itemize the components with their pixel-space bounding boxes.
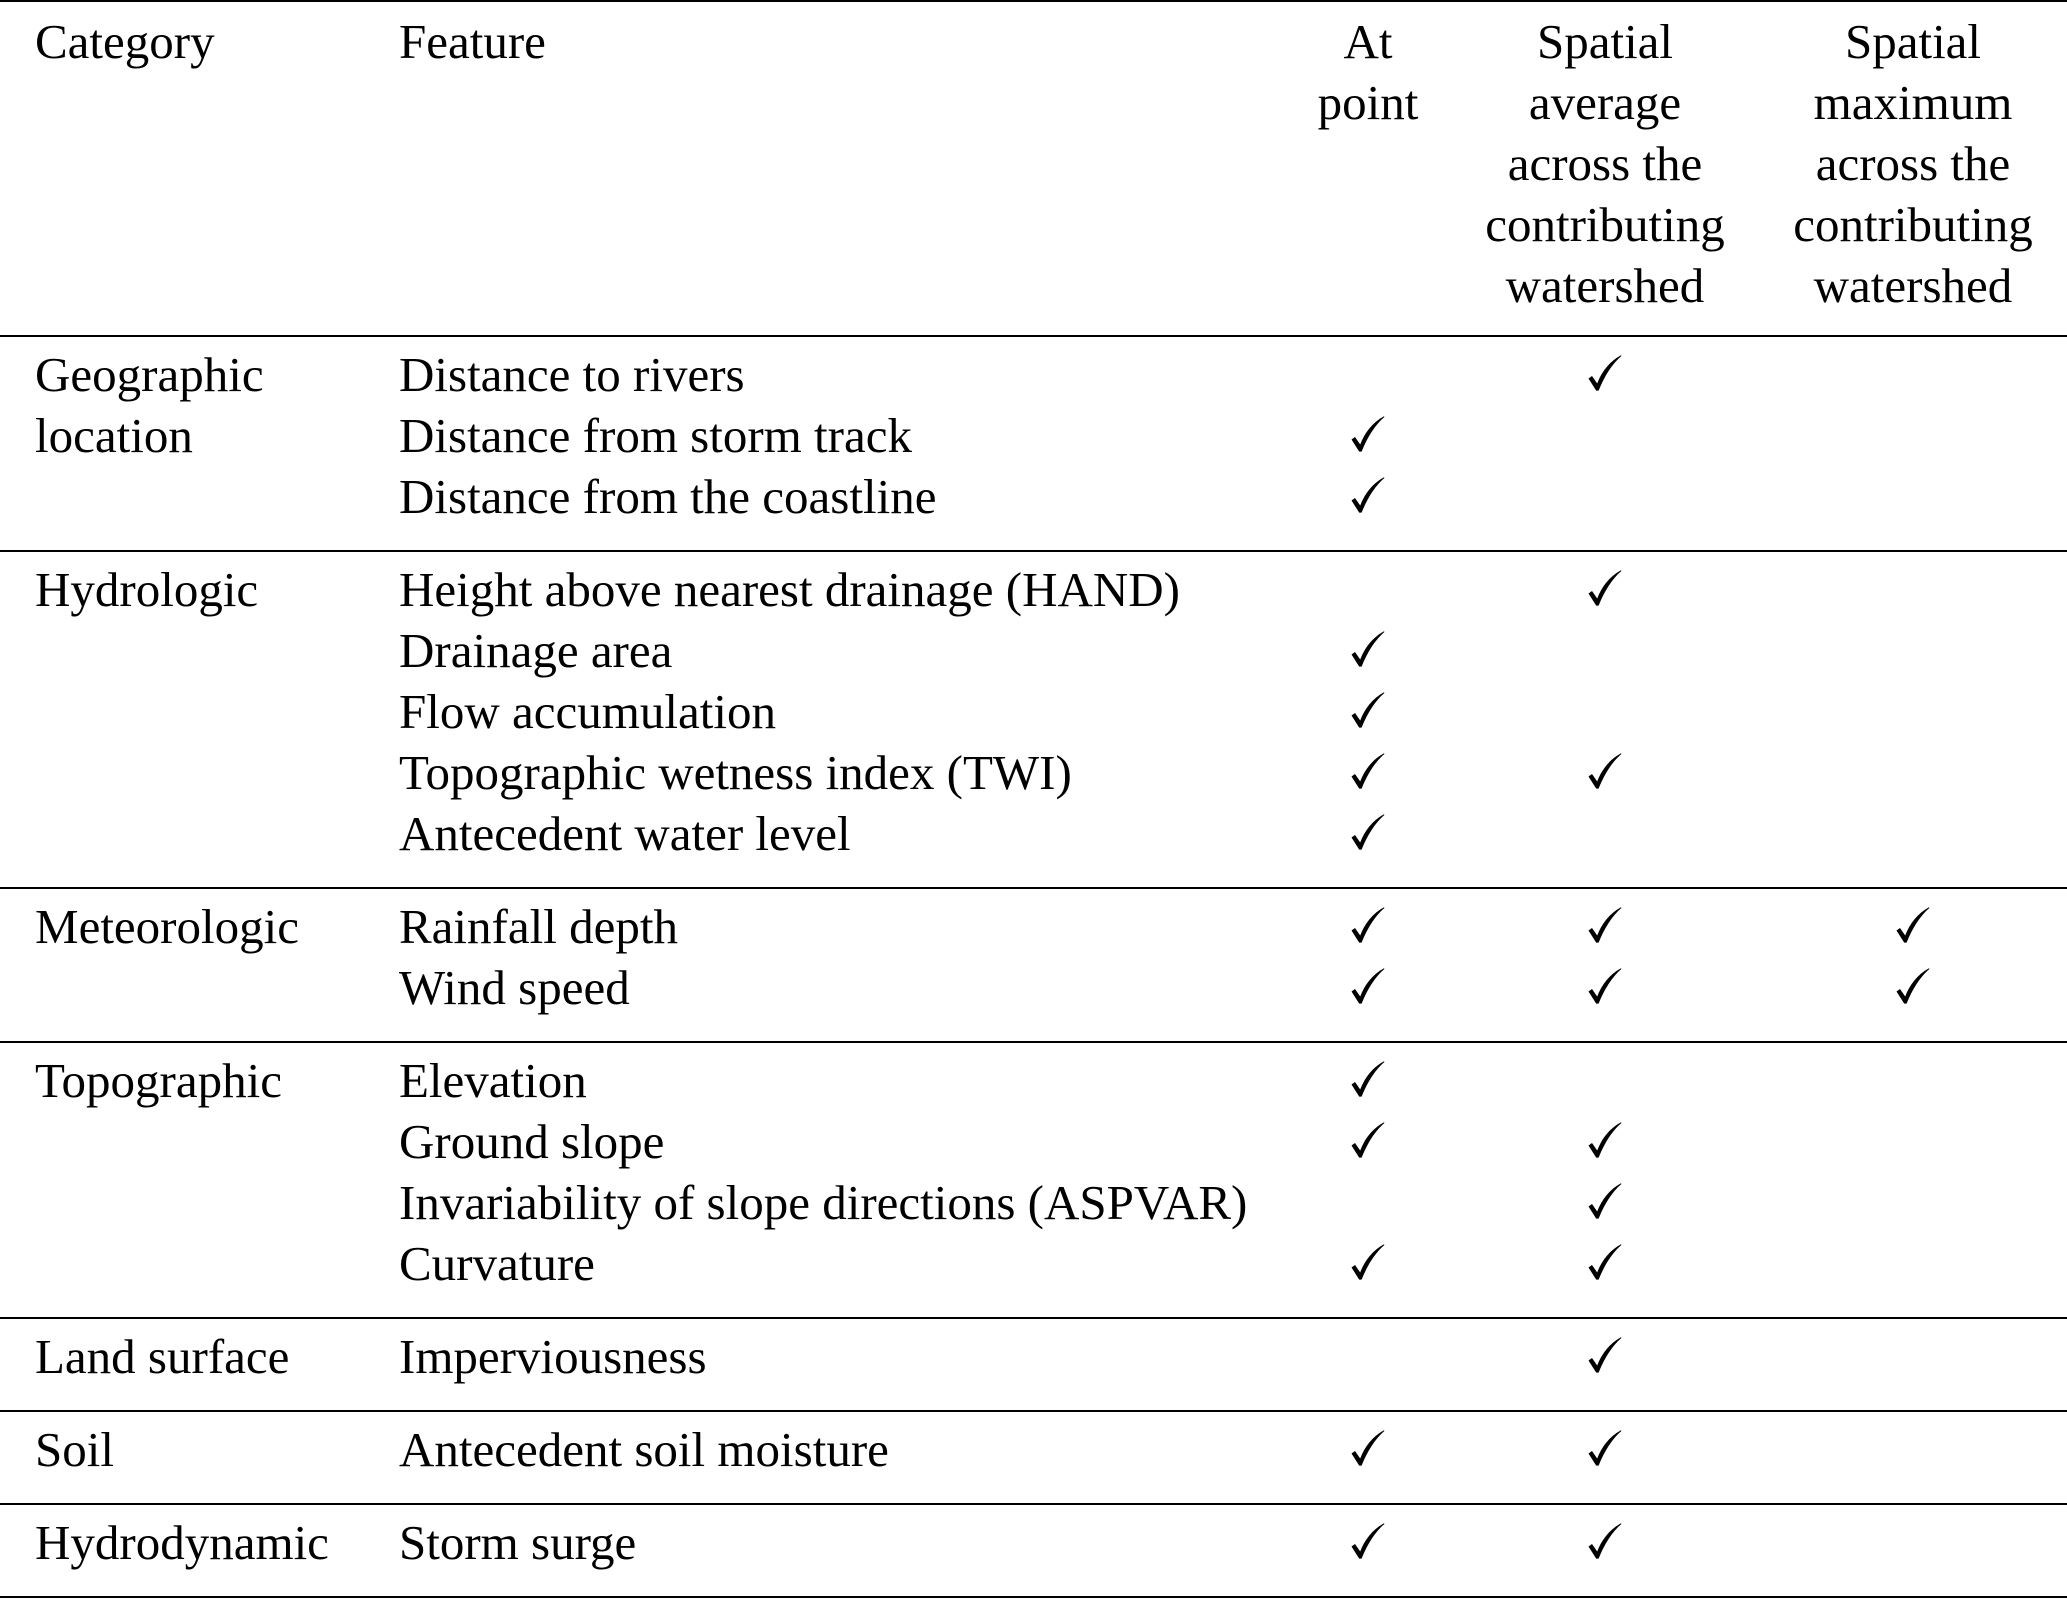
- table-row: [399, 957, 2063, 1018]
- category-cell: [35, 1326, 399, 1387]
- checkmark-icon: [1351, 968, 1385, 1004]
- category-cell: [35, 1419, 399, 1480]
- checkmark-icon: [1351, 692, 1385, 728]
- spatial-average-cell: [1455, 405, 1755, 466]
- table-header: [0, 0, 2067, 335]
- spatial-average-cell: [1455, 1050, 1755, 1111]
- checkmark-icon: [1351, 1122, 1385, 1158]
- spatial-average-cell: [1455, 742, 1755, 803]
- spatial-maximum-cell: [1763, 1512, 2063, 1573]
- category-label: Geographic: [35, 347, 264, 402]
- table-section: [0, 335, 2067, 550]
- spatial-maximum-cell: [1763, 1419, 2063, 1480]
- table-row: [399, 344, 2063, 405]
- category-cell: [35, 896, 399, 1018]
- section-body: [0, 896, 2067, 1018]
- checkmark-icon: [1588, 1183, 1622, 1219]
- feature-name: Imperviousness: [399, 1329, 707, 1384]
- spatial-maximum-cell: [1763, 1111, 2063, 1172]
- spatial-maximum-cell: [1763, 957, 2063, 1018]
- checkmark-icon: [1588, 907, 1622, 943]
- feature-rows: [399, 344, 2063, 527]
- category-cell: [35, 1050, 399, 1294]
- feature-name: Elevation: [399, 1053, 587, 1108]
- table-row: [399, 1326, 2063, 1387]
- spatial-average-cell: [1455, 1172, 1755, 1233]
- at-point-cell: [1288, 681, 1448, 742]
- checkmark-icon: [1351, 1523, 1385, 1559]
- category-label: Topographic: [35, 1053, 282, 1108]
- category-label: Meteorologic: [35, 899, 299, 954]
- at-point-cell: [1288, 1419, 1448, 1480]
- header-at-point: [1288, 11, 1448, 316]
- table-row: [399, 803, 2063, 864]
- checkmark-icon: [1351, 907, 1385, 943]
- at-point-cell: [1288, 742, 1448, 803]
- spatial-maximum-cell: [1763, 1050, 2063, 1111]
- spatial-maximum-cell: [1763, 344, 2063, 405]
- checkmark-icon: [1351, 753, 1385, 789]
- spatial-maximum-cell: [1763, 681, 2063, 742]
- checkmark-icon: [1588, 1244, 1622, 1280]
- checkmark-icon: [1588, 355, 1622, 391]
- table-section: [0, 1317, 2067, 1410]
- checkmark-icon: [1351, 477, 1385, 513]
- spatial-average-cell: [1455, 466, 1755, 527]
- section-body: [0, 1326, 2067, 1387]
- spatial-average-cell: [1455, 803, 1755, 864]
- category-label: Hydrodynamic: [35, 1515, 329, 1570]
- at-point-cell: [1288, 1111, 1448, 1172]
- spatial-maximum-cell: [1763, 896, 2063, 957]
- spatial-average-cell: [1455, 681, 1755, 742]
- feature-rows: [399, 559, 2063, 864]
- spatial-maximum-cell: [1763, 559, 2063, 620]
- feature-name: Curvature: [399, 1236, 595, 1291]
- feature-name: Storm surge: [399, 1515, 637, 1570]
- spatial-average-cell: [1455, 1512, 1755, 1573]
- checkmark-icon: [1588, 968, 1622, 1004]
- feature-rows: [399, 1050, 2063, 1294]
- section-body: [0, 1050, 2067, 1294]
- spatial-maximum-cell: [1763, 466, 2063, 527]
- header-text-line: across the: [1507, 136, 1703, 191]
- checkmark-icon: [1588, 1337, 1622, 1373]
- header-spatial-average: [1455, 11, 1755, 316]
- section-body: [0, 1512, 2067, 1573]
- header-text-line: Feature: [399, 14, 546, 69]
- header-text-line: contributing: [1793, 197, 2033, 252]
- checkmark-icon: [1351, 1061, 1385, 1097]
- table-row: [399, 1050, 2063, 1111]
- spatial-average-cell: [1455, 620, 1755, 681]
- table-row: [399, 405, 2063, 466]
- at-point-cell: [1288, 1233, 1448, 1294]
- header-row: [0, 11, 2067, 316]
- spatial-average-cell: [1455, 559, 1755, 620]
- header-text-line: contributing: [1485, 197, 1725, 252]
- table-section: [0, 550, 2067, 887]
- header-text-line: point: [1317, 75, 1419, 130]
- feature-name: Height above nearest drainage (HAND): [399, 562, 1180, 617]
- feature-name: Antecedent water level: [399, 806, 851, 861]
- table-section: [0, 1503, 2067, 1598]
- section-body: [0, 344, 2067, 527]
- spatial-average-cell: [1455, 896, 1755, 957]
- table-row: [399, 896, 2063, 957]
- table-row: [399, 466, 2063, 527]
- category-cell: [35, 344, 399, 527]
- header-text-line: Category: [35, 14, 215, 69]
- spatial-maximum-cell: [1763, 1172, 2063, 1233]
- feature-name: Distance from storm track: [399, 408, 912, 463]
- feature-name: Distance from the coastline: [399, 469, 937, 524]
- header-text-line: across the: [1815, 136, 2011, 191]
- feature-rows: [399, 1419, 2063, 1480]
- checkmark-icon: [1896, 968, 1930, 1004]
- at-point-cell: [1288, 803, 1448, 864]
- table-row: [399, 1233, 2063, 1294]
- feature-rows: [399, 896, 2063, 1018]
- header-text-line: average: [1528, 75, 1682, 130]
- table-row: [399, 1419, 2063, 1480]
- at-point-cell: [1288, 1050, 1448, 1111]
- checkmark-icon: [1588, 1122, 1622, 1158]
- at-point-cell: [1288, 896, 1448, 957]
- spatial-maximum-cell: [1763, 803, 2063, 864]
- spatial-average-cell: [1455, 1419, 1755, 1480]
- table-row: [399, 620, 2063, 681]
- feature-name: Drainage area: [399, 623, 673, 678]
- spatial-maximum-cell: [1763, 620, 2063, 681]
- at-point-cell: [1288, 559, 1448, 620]
- feature-rows: [399, 1326, 2063, 1387]
- feature-name: Distance to rivers: [399, 347, 745, 402]
- spatial-average-cell: [1455, 1111, 1755, 1172]
- feature-name: Invariability of slope directions (ASPVAR): [399, 1175, 1248, 1230]
- category-cell: [35, 1512, 399, 1573]
- feature-name: Wind speed: [399, 960, 630, 1015]
- feature-name: Rainfall depth: [399, 899, 678, 954]
- table-row: [399, 1512, 2063, 1573]
- table-row: [399, 1111, 2063, 1172]
- spatial-average-cell: [1455, 957, 1755, 1018]
- checkmark-icon: [1351, 1430, 1385, 1466]
- checkmark-icon: [1896, 907, 1930, 943]
- header-text-line: Spatial: [1844, 14, 1982, 69]
- checkmark-icon: [1351, 1244, 1385, 1280]
- category-cell: [35, 559, 399, 864]
- header-text-line: At: [1343, 14, 1393, 69]
- checkmark-icon: [1351, 416, 1385, 452]
- checkmark-icon: [1588, 753, 1622, 789]
- at-point-cell: [1288, 1326, 1448, 1387]
- spatial-average-cell: [1455, 1326, 1755, 1387]
- table-row: [399, 1172, 2063, 1233]
- table-section: [0, 1041, 2067, 1317]
- spatial-maximum-cell: [1763, 1326, 2063, 1387]
- feature-name: Ground slope: [399, 1114, 665, 1169]
- at-point-cell: [1288, 1512, 1448, 1573]
- feature-name: Topographic wetness index (TWI): [399, 745, 1072, 800]
- table-row: [399, 559, 2063, 620]
- header-text-line: maximum: [1813, 75, 2013, 130]
- at-point-cell: [1288, 620, 1448, 681]
- category-label: Hydrologic: [35, 562, 259, 617]
- header-text-line: Spatial: [1536, 14, 1674, 69]
- checkmark-icon: [1588, 1430, 1622, 1466]
- checkmark-icon: [1351, 814, 1385, 850]
- spatial-average-cell: [1455, 1233, 1755, 1294]
- category-label: Land surface: [35, 1329, 290, 1384]
- at-point-cell: [1288, 1172, 1448, 1233]
- at-point-cell: [1288, 344, 1448, 405]
- table-row: [399, 742, 2063, 803]
- at-point-cell: [1288, 466, 1448, 527]
- header-text-line: watershed: [1813, 258, 2013, 313]
- header-feature: [399, 11, 1288, 316]
- header-category: [35, 11, 399, 316]
- spatial-maximum-cell: [1763, 742, 2063, 803]
- header-spatial-maximum: [1763, 11, 2063, 316]
- header-text-line: watershed: [1505, 258, 1705, 313]
- feature-name: Flow accumulation: [399, 684, 776, 739]
- feature-name: Antecedent soil moisture: [399, 1422, 889, 1477]
- table-section: [0, 887, 2067, 1041]
- feature-rows: [399, 1512, 2063, 1573]
- at-point-cell: [1288, 957, 1448, 1018]
- at-point-cell: [1288, 405, 1448, 466]
- table-row: [399, 681, 2063, 742]
- spatial-maximum-cell: [1763, 1233, 2063, 1294]
- table-body: [0, 335, 2067, 1598]
- checkmark-icon: [1351, 631, 1385, 667]
- table-section: [0, 1410, 2067, 1503]
- category-label: Soil: [35, 1422, 114, 1477]
- checkmark-icon: [1588, 1523, 1622, 1559]
- section-body: [0, 559, 2067, 864]
- section-body: [0, 1419, 2067, 1480]
- checkmark-icon: [1588, 570, 1622, 606]
- spatial-average-cell: [1455, 344, 1755, 405]
- category-label: location: [35, 408, 193, 463]
- spatial-maximum-cell: [1763, 405, 2063, 466]
